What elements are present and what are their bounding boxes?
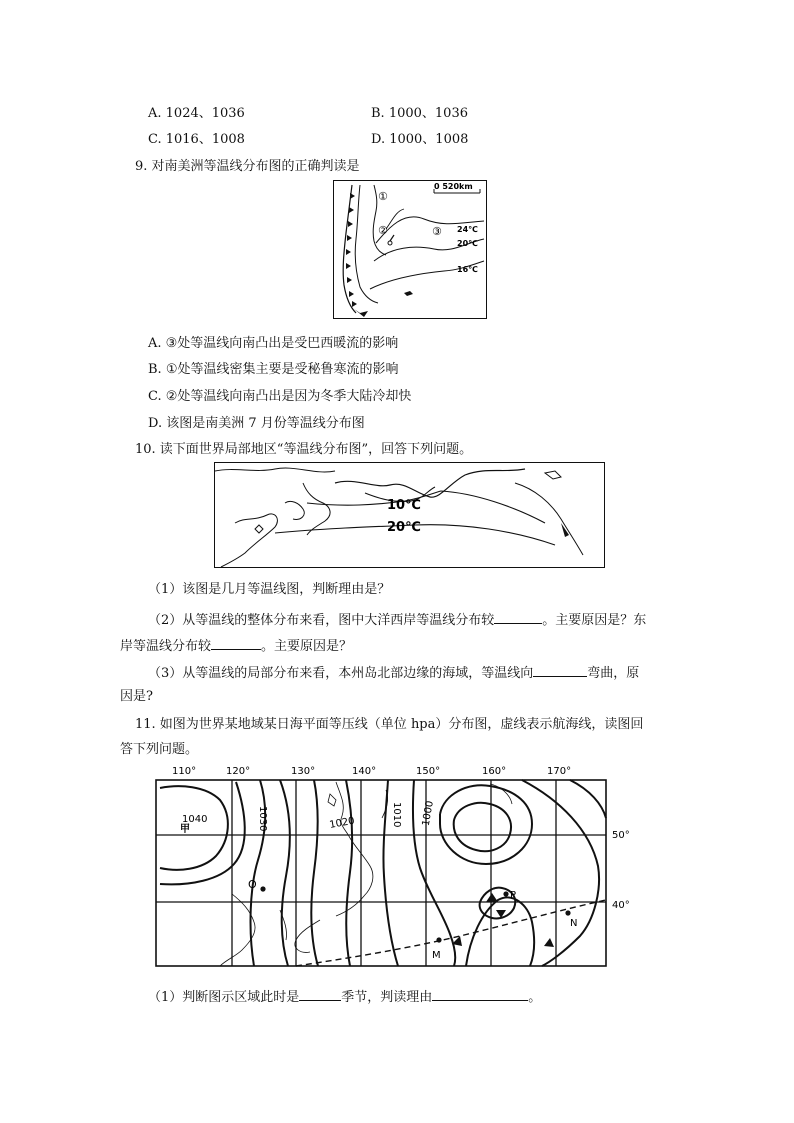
q9-isotherm-16: 16℃ [457,265,478,274]
q11-sub1-blank-2[interactable] [432,986,528,1001]
q9-option-c: C. ②处等温线向南凸出是因为冬季大陆冷却快 [148,389,412,404]
q11-sub1-text-a: （1）判断图示区域此时是 [148,990,300,1005]
q9-isotherm-20: 20℃ [457,239,478,248]
q11-lat-40: 40° [612,900,630,911]
q10-isotherm-10: 10℃ [387,498,421,513]
q11-stem-line2: 答下列问题。 [120,742,199,757]
q11-sub1 [148,986,541,1007]
q11-isobar-1000: 1000 [420,799,436,827]
q9-stem: 9. 对南美洲等温线分布图的正确判读是 [135,159,360,174]
q11-lat-50: 50° [612,830,630,841]
q10-sub3-text-b: 弯曲，原 [587,666,640,681]
q10-sub2-text-c: 岸等温线分布较 [120,639,212,654]
q10-sub2-line2 [120,635,352,656]
q11-point-p-marker [503,891,508,896]
q11-isobar-1020: 1020 [328,815,356,831]
q11-point-n-marker [565,910,570,915]
q11-point-p: P [510,890,517,901]
q10-sub3-blank[interactable] [533,662,587,677]
q10-sub2-line1 [148,609,646,630]
q11-point-o: O [248,878,257,891]
q8-option-d: D. 1000、1008 [371,132,469,147]
q11-point-o-marker [260,886,265,891]
q10-sub2-blank-2[interactable] [211,635,261,650]
q9-option-d: D. 该图是南美洲 7 月份等温线分布图 [148,416,365,431]
q8-option-c: C. 1016、1008 [148,132,245,147]
q9-isotherm-24: 24℃ [457,225,478,234]
q11-lon-120: 120° [226,766,251,777]
q10-isotherm-20: 20℃ [387,520,421,535]
q11-sub1-text-b: 季节，判读理由 [341,990,433,1005]
q9-mark-2: ② [378,224,388,237]
q11-isobar-map [150,760,640,972]
q9-option-b: B. ①处等温线密集主要是受秘鲁寒流的影响 [148,362,399,377]
q10-sub3-text-a: （3）从等温线的局部分布来看，本州岛北部边缘的海域，等温线向 [148,666,534,681]
q10-isotherm-map [214,462,605,568]
q10-stem: 10. 读下面世界局部地区“等温线分布图”，回答下列问题。 [135,442,473,457]
q11-shipping-route [296,900,606,966]
q10-sub3-line2: 因是? [120,689,153,704]
q11-point-jia: 甲 [180,824,190,835]
q9-option-a: A. ③处等温线向南凸出是受巴西暖流的影响 [148,336,399,351]
q10-sub2-text-b: 。主要原因是？东 [542,613,647,628]
q11-stem-line1: 11. 如图为世界某地域某日海平面等压线（单位 hpa）分布图，虚线表示航海线，读图回 [135,717,644,732]
q10-sub2-text-d: 。主要原因是？ [261,639,353,654]
q9-mark-3: ③ [432,225,442,238]
q11-point-n: N [570,918,578,929]
q8-option-a: A. 1024、1036 [148,106,245,121]
q11-isobar-1040: 1040 [182,814,208,825]
q10-sub2-text-a: （2）从等温线的整体分布来看，图中大洋西岸等温线分布较 [148,613,495,628]
q9-south-america-isotherm-map [333,180,487,319]
q10-sub2-blank-1[interactable] [494,609,542,624]
q11-lon-160: 160° [482,766,507,777]
q11-sub1-blank-1[interactable] [299,986,341,1001]
q11-lon-110: 110° [172,766,197,777]
q11-sub1-text-c: 。 [528,990,542,1005]
q8-option-b: B. 1000、1036 [371,106,468,121]
q10-sub1: （1）该图是几月等温线图，判断理由是？ [148,582,391,597]
q11-point-m: M [432,950,441,961]
q10-sub3-line1 [148,662,639,683]
q9-scale-label: 0 520km [434,182,473,191]
q11-isobar-1010: 1010 [391,802,402,828]
q11-lon-150: 150° [416,766,441,777]
q11-lon-130: 130° [291,766,316,777]
q11-lon-140: 140° [352,766,377,777]
q11-isobar-1030: 1030 [257,806,268,832]
q9-mark-1: ① [378,190,388,203]
q11-lon-170: 170° [547,766,572,777]
